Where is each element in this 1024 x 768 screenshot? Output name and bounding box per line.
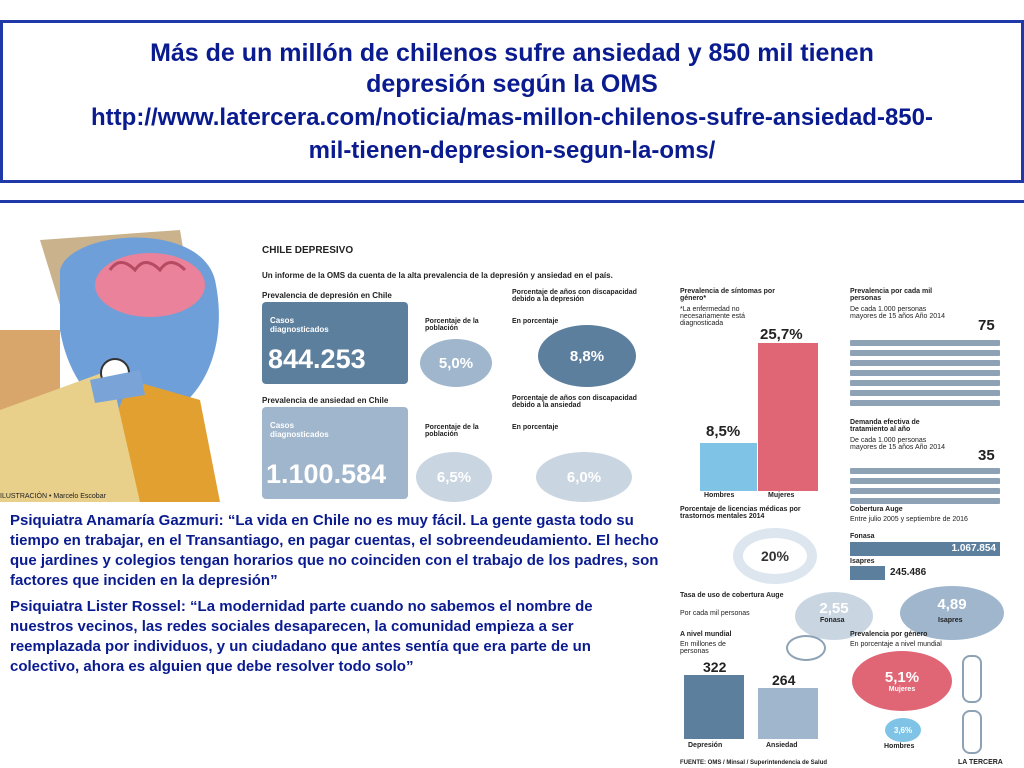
world-anxiety-label: Ansiedad [766,742,798,749]
quote-rossel: Psiquiatra Lister Rossel: “La modernidad parte cuando no sabemos el nombre de nuestros vecinos, las redes sociales desaparecen, la comunidad empieza a ser reemplazada por individuos, y un ciudadano que antes sentía que era parte de un colectivo, ahora es alguien que debe resolver todo solo” [10,598,593,675]
auge-isapres-label: Isapres [850,558,875,565]
world-gender-women [852,651,952,711]
world-gender-men-value: 3,6% [885,718,921,742]
illustration-credit: ILUSTRACIÓN • Marcelo Escobar [0,493,106,500]
world-heading: A nivel mundial [680,631,732,638]
world-depression-value: 322 [703,659,727,675]
auge-heading: Cobertura Auge [850,506,903,513]
auge-fonasa-label: Fonasa [850,533,875,540]
man-icon [962,710,982,754]
depression-heading: Prevalencia de depresión en Chile [262,291,392,300]
gender-heading: Prevalencia de síntomas por género* [680,288,775,302]
gender-women-label: Mujeres [768,492,795,499]
auge-rate-fonasa-value: 2,55 [795,592,873,640]
headline-line-2: depresión según la OMS [366,69,658,98]
prevalence-value: 75 [978,317,995,334]
treatment-value: 35 [978,447,995,464]
auge-isapres-bar [850,566,885,580]
infographic-subtitle: Un informe de la OMS da cuenta de la alta prevalencia de la depresión y ansiedad en el país. [262,271,613,280]
infographic-title: CHILE DEPRESIVO [262,245,354,256]
world-depression-label: Depresión [688,742,723,749]
gender-note: *La enfermedad no necesariamente está diagnosticada [680,306,745,327]
auge-sub: Entre julio 2005 y septiembre de 2016 [850,516,968,523]
depression-pct-label: Porcentaje de la población [425,318,479,332]
world-depression-bar [684,675,744,739]
anxiety-disability-value: 6,0% [536,452,632,502]
anxiety-cases-label: Casos diagnosticados [270,421,329,439]
source-url-line-2[interactable]: mil-tienen-depresion-segun-la-oms/ [308,136,716,164]
gender-men-label: Hombres [704,492,735,499]
divider [0,200,1024,203]
depression-cases-label: Casos diagnosticados [270,316,329,334]
depression-disability-heading: Porcentaje de años con discapacidad debido a la depresión [512,289,637,303]
anxiety-heading: Prevalencia de ansiedad en Chile [262,396,389,405]
world-sub: En millones de personas [680,641,726,655]
woman-icon [962,655,982,703]
depression-pct-value: 5,0% [420,339,492,387]
source-note: FUENTE: OMS / Minsal / Superintendencia de Salud [680,760,828,766]
headline-line-1: Más de un millón de chilenos sufre ansiedad y 850 mil tienen [150,38,874,67]
depression-disability-value: 8,8% [538,325,636,387]
source-url-line-1[interactable]: http://www.latercera.com/noticia/mas-millon-chilenos-sufre-ansiedad-850- [91,103,933,131]
depression-cases-box [262,302,408,384]
anxiety-disability-heading: Porcentaje de años con discapacidad debido a la ansiedad [512,395,637,409]
gender-women-value: 25,7% [760,326,803,343]
quotes-block [10,511,660,683]
gender-men-value: 8,5% [706,423,741,440]
world-gender-sub: En porcentaje a nivel mundial [850,641,942,648]
depression-disability-sub: En porcentaje [512,318,559,325]
gender-women-bar [758,343,818,491]
auge-rate-sub: Por cada mil personas [680,610,750,617]
prevalence-heading: Prevalencia por cada mil personas [850,288,933,302]
world-gender-heading: Prevalencia por género [850,631,928,638]
prevalence-sub: De cada 1.000 personas mayores de 15 años Año 2014 [850,306,945,320]
auge-rate-isapres-value: 4,89 [900,586,1004,640]
auge-fonasa-value: 1.067.854 [850,542,1000,556]
treatment-heading: Demanda efectiva de tratamiento al año [850,419,920,433]
auge-isapres-value: 245.486 [890,567,927,578]
anxiety-disability-sub: En porcentaje [512,424,559,431]
anxiety-pct-label: Porcentaje de la población [425,424,479,438]
anxiety-cases-box [262,407,408,499]
brand: LA TERCERA [958,759,1003,766]
auge-rate-heading: Tasa de uso de cobertura Auge [680,592,784,599]
gender-men-bar [700,443,757,491]
treatment-sub: De cada 1.000 personas mayores de 15 años Año 2014 [850,437,945,451]
header-banner [0,20,1024,183]
world-anxiety-value: 264 [772,672,796,688]
licenses-value: 20% [733,528,817,584]
world-gender-women-label: Mujeres [888,686,916,693]
world-gender-women-value: 5,1% [884,669,920,686]
illustration [0,210,260,502]
anxiety-pct-value: 6,5% [416,452,492,502]
licenses-heading: Porcentaje de licencias médicas por trastornos mentales 2014 [680,506,801,520]
quote-gazmuri: Psiquiatra Anamaría Gazmuri: “La vida en Chile no es muy fácil. La gente gasta todo su tiempo en trabajar, en el Transantiago, en pagar cuentas, el sobreendeudamiento. El hecho que jardines y colegios tengan horarios que no coinciden con el trabajo de los padres, son factores que inciden en la depresión” [10,512,659,589]
depression-cases-value: 844.253 [268,344,366,374]
auge-rate-isapres-label: Isapres [938,617,963,624]
world-gender-men-label: Hombres [884,743,915,750]
world-anxiety-bar [758,688,818,739]
globe-icon [786,635,826,661]
auge-rate-fonasa-label: Fonasa [820,617,845,624]
anxiety-cases-value: 1.100.584 [266,459,387,489]
